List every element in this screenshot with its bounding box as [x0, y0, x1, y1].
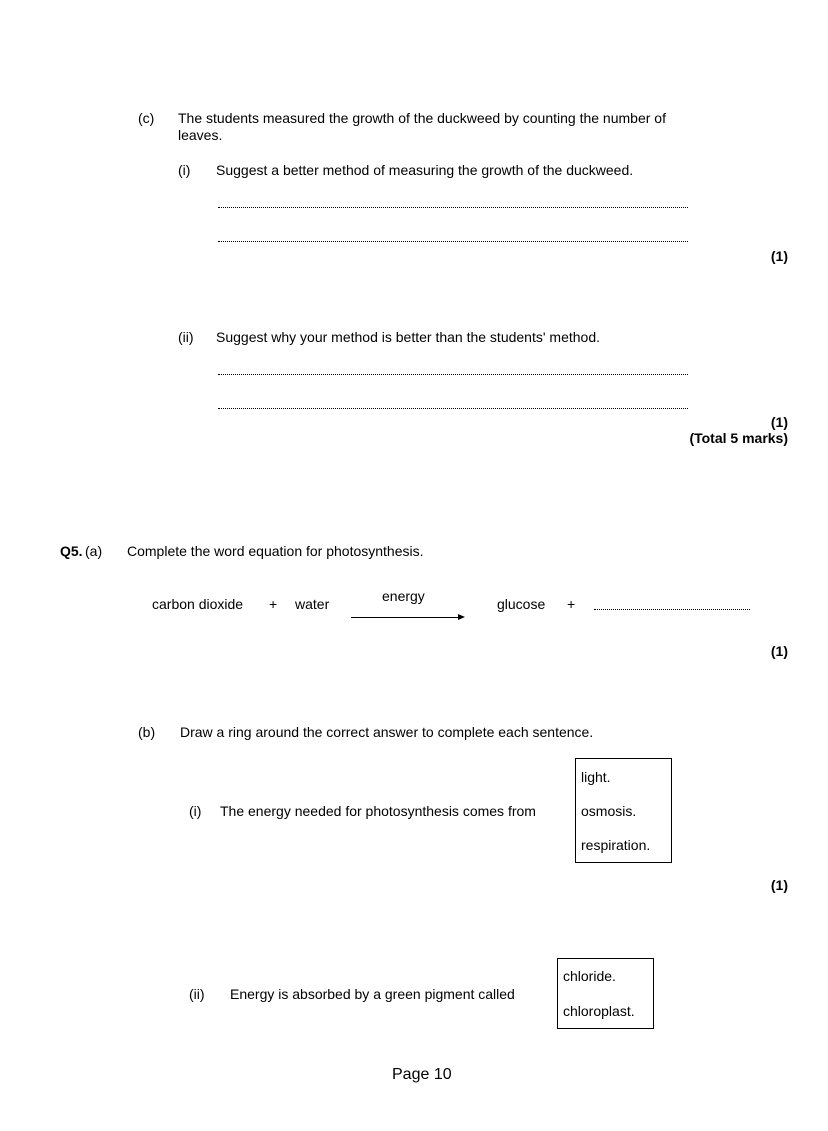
answer-line-c-i-2[interactable] — [218, 241, 688, 242]
option-box-b-ii — [557, 958, 654, 1029]
equation-plus-2: + — [567, 596, 576, 612]
part-c-ii-label: (ii) — [178, 329, 194, 345]
equation-arrow-label: energy — [382, 588, 425, 604]
equation-plus-1: + — [269, 596, 278, 612]
equation-reactant-1: carbon dioxide — [152, 596, 244, 612]
arrow-head-icon — [458, 614, 465, 620]
equation-reactant-2: water — [295, 596, 330, 612]
part-b-i-label: (i) — [189, 803, 202, 819]
part-c-text-line1: The students measured the growth of the duckweed by counting the number of — [178, 110, 666, 126]
marks-c-i: (1) — [770, 248, 788, 264]
part-a-label: (a) — [85, 543, 103, 559]
part-b-ii-sentence: Energy is absorbed by a green pigment called — [230, 986, 515, 1002]
part-c-label: (c) — [138, 110, 155, 126]
option-chloroplast[interactable]: chloroplast. — [563, 1003, 635, 1019]
equation-answer-blank[interactable] — [594, 609, 750, 610]
page-number: Page 10 — [392, 1066, 452, 1083]
equation-product-1: glucose — [497, 596, 546, 612]
question-number: Q5. — [60, 543, 83, 559]
part-b-instruction: Draw a ring around the correct answer to complete each sentence. — [180, 724, 594, 740]
option-box-b-i — [575, 758, 672, 863]
part-b-i-sentence: The energy needed for photosynthesis comes from — [220, 803, 536, 819]
marks-c-ii: (1) — [770, 414, 788, 430]
answer-line-c-i-1[interactable] — [218, 207, 688, 208]
part-c-ii-question: Suggest why your method is better than the students' method. — [216, 329, 601, 345]
part-a-instruction: Complete the word equation for photosynthesis. — [127, 543, 424, 559]
part-c-text-line2: leaves. — [178, 127, 223, 143]
option-light[interactable]: light. — [581, 769, 611, 785]
part-b-ii-label: (ii) — [189, 986, 205, 1002]
marks-b-i: (1) — [770, 877, 788, 893]
marks-a: (1) — [770, 643, 788, 659]
option-chloride[interactable]: chloride. — [563, 968, 616, 984]
part-c-i-label: (i) — [178, 162, 191, 178]
option-respiration[interactable]: respiration. — [581, 837, 651, 853]
option-osmosis[interactable]: osmosis. — [581, 803, 637, 819]
answer-line-c-ii-2[interactable] — [218, 408, 688, 409]
part-c-i-question: Suggest a better method of measuring the growth of the duckweed. — [216, 162, 634, 178]
total-marks: (Total 5 marks) — [689, 430, 788, 446]
answer-line-c-ii-1[interactable] — [218, 374, 688, 375]
part-b-label: (b) — [138, 724, 156, 740]
